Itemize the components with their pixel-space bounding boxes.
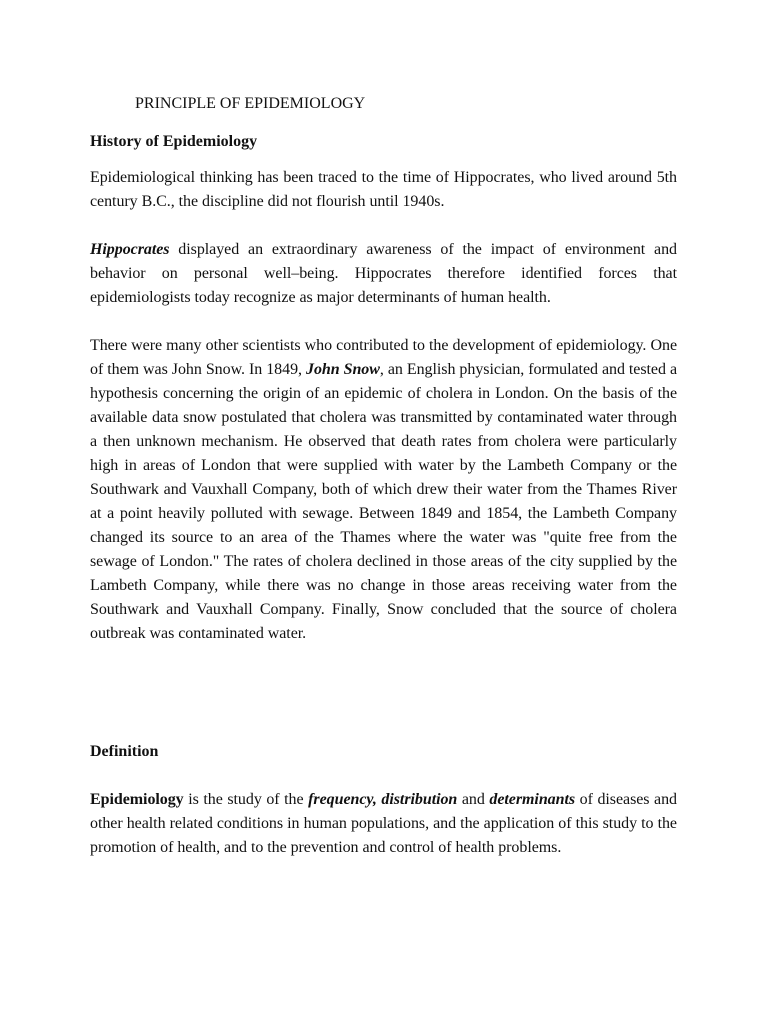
frequency-distribution-term: frequency, distribution bbox=[308, 791, 458, 808]
definition-heading: Definition bbox=[90, 743, 159, 760]
history-paragraph-3-body: , an English physician, formulated and tested a hypothesis concerning the origin of an epidemic of cholera in London. On the basis of the available data snow postulated that cholera was transmitted by contaminated water through a then unknown mechanism. He observed that death rates from cholera were particularly high in areas of London that were supplied with water by the Lambeth Company or the Southwark and Vauxhall Company, both of which drew their water from the Thames River at a point heavily polluted with sewage. Between 1849 and 1854, the Lambeth Company changed its source to an area of the Thames where the water was "quite free from the sewage of London." The rates of cholera declined in those areas of the city supplied by the Lambeth Company, while there was no change in those areas receiving water from the Southwark and Vauxhall Company. Finally, Snow concluded that the source of cholera outbreak was contaminated water. bbox=[90, 361, 677, 642]
history-paragraph-2-text: displayed an extraordinary awareness of the impact of environment and behavior on personal well–being. Hippocrates therefore identified forces that epidemiologists today recognize as major determinants of human health. bbox=[90, 241, 677, 306]
determinants-term: determinants bbox=[489, 791, 576, 808]
definition-text-3: of diseases and other health related conditions in human populations, and the application of this study to the promotion of health, and to the prevention and control of health problems. bbox=[90, 791, 678, 856]
document-title: PRINCIPLE OF EPIDEMIOLOGY bbox=[135, 95, 366, 112]
history-paragraph-3-intro: There were many other scientists who contributed to the development of epidemiology. One of them was John Snow. In 1849, bbox=[90, 337, 677, 378]
definition-text-2: and bbox=[457, 791, 490, 808]
history-paragraph-2 bbox=[90, 238, 677, 310]
definition-text-1: is the study of the bbox=[183, 791, 309, 808]
epidemiology-term: Epidemiology bbox=[90, 791, 184, 808]
john-snow-name: John Snow bbox=[306, 361, 380, 378]
history-paragraph-1: Epidemiological thinking has been traced to the time of Hippocrates, who lived around 5th century B.C., the discipline did not flourish until 1940s. bbox=[90, 169, 677, 210]
history-heading: History of Epidemiology bbox=[90, 133, 258, 150]
history-paragraph-3 bbox=[90, 334, 677, 646]
hippocrates-name: Hippocrates bbox=[90, 241, 170, 258]
definition-paragraph bbox=[90, 788, 677, 860]
